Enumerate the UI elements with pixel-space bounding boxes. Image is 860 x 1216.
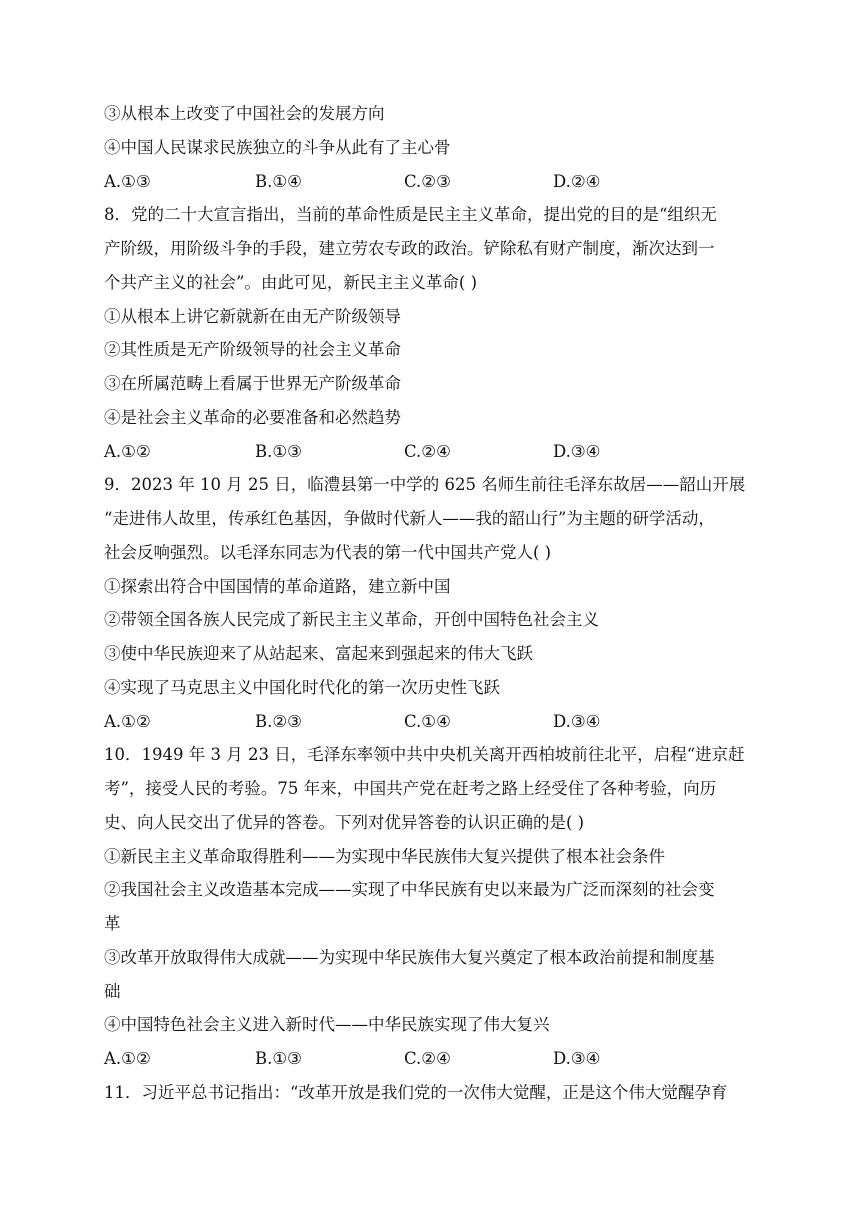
text-line: 革 bbox=[104, 914, 121, 933]
text-line: 础 bbox=[104, 982, 121, 1001]
option-a: A.①② bbox=[104, 1049, 151, 1068]
option-b: B.①③ bbox=[255, 1049, 302, 1068]
text-line: 个共产主义的社会”。由此可见，新民主主义革命( ) bbox=[104, 273, 478, 292]
option-c: C.②③ bbox=[404, 172, 451, 191]
text-line: 社会反响强烈。以毛泽东同志为代表的第一代中国共产党人( ) bbox=[104, 543, 552, 562]
option-d: D.③④ bbox=[553, 712, 601, 731]
option-c: C.①④ bbox=[404, 712, 451, 731]
text-line: “走进伟人故里，传承红色基因，争做时代新人——我的韶山行”为主题的研学活动， bbox=[104, 509, 715, 528]
text-line: ③改革开放取得伟大成就——为实现中华民族伟大复兴奠定了根本政治前提和制度基 bbox=[104, 948, 715, 967]
text-line: ④中国人民谋求民族独立的斗争从此有了主心骨 bbox=[104, 138, 451, 157]
option-b: B.①③ bbox=[255, 442, 302, 461]
option-c: C.②④ bbox=[404, 442, 451, 461]
option-d: D.③④ bbox=[553, 442, 601, 461]
text-line: ④是社会主义革命的必要准备和必然趋势 bbox=[104, 408, 401, 427]
option-b: B.①④ bbox=[255, 172, 302, 191]
text-line: 9．2023 年 10 月 25 日，临澧县第一中学的 625 名师生前往毛泽东故居——韶山开展 bbox=[104, 475, 746, 494]
text-line: ②我国社会主义改造基本完成——实现了中华民族有史以来最为广泛而深刻的社会变 bbox=[104, 880, 715, 899]
text-line: 考”，接受人民的考验。75 年来，中国共产党在赶考之路上经受住了各种考验，向历 bbox=[104, 779, 717, 798]
option-b: B.②③ bbox=[255, 712, 302, 731]
text-line: 11．习近平总书记指出：“改革开放是我们党的一次伟大觉醒，正是这个伟大觉醒孕育 bbox=[104, 1083, 728, 1102]
option-a: A.①③ bbox=[104, 172, 151, 191]
text-line: ③在所属范畴上看属于世界无产阶级革命 bbox=[104, 374, 401, 393]
option-d: D.②④ bbox=[553, 172, 601, 191]
text-line: ②带领全国各族人民完成了新民主主义革命，开创中国特色社会主义 bbox=[104, 610, 599, 629]
text-line: ②其性质是无产阶级领导的社会主义革命 bbox=[104, 340, 401, 359]
option-d: D.③④ bbox=[553, 1049, 601, 1068]
answer-options bbox=[104, 441, 764, 463]
text-line: ①探索出符合中国国情的革命道路，建立新中国 bbox=[104, 577, 451, 596]
option-a: A.①② bbox=[104, 442, 151, 461]
text-line: ④中国特色社会主义进入新时代——中华民族实现了伟大复兴 bbox=[104, 1015, 550, 1034]
text-line: 产阶级，用阶级斗争的手段，建立劳农专政的政治。铲除私有财产制度，渐次达到一 bbox=[104, 239, 715, 258]
text-line: ①从根本上讲它新就新在由无产阶级领导 bbox=[104, 307, 401, 326]
text-line: 8．党的二十大宣言指出，当前的革命性质是民主主义革命，提出党的目的是“组织无 bbox=[104, 205, 717, 224]
text-line: 10．1949 年 3 月 23 日，毛泽东率领中共中央机关离开西柏坡前往北平，启程“进京赶 bbox=[104, 745, 745, 764]
answer-options bbox=[104, 711, 764, 733]
text-line: 史、向人民交出了优异的答卷。下列对优异答卷的认识正确的是( ) bbox=[104, 813, 585, 832]
text-line: ④实现了马克思主义中国化时代化的第一次历史性飞跃 bbox=[104, 678, 500, 697]
option-a: A.①② bbox=[104, 712, 151, 731]
text-line: ③从根本上改变了中国社会的发展方向 bbox=[104, 104, 385, 123]
option-c: C.②④ bbox=[404, 1049, 451, 1068]
text-line: ③使中华民族迎来了从站起来、富起来到强起来的伟大飞跃 bbox=[104, 644, 533, 663]
answer-options bbox=[104, 1048, 764, 1070]
text-line: ①新民主主义革命取得胜利——为实现中华民族伟大复兴提供了根本社会条件 bbox=[104, 847, 665, 866]
answer-options bbox=[104, 171, 764, 193]
